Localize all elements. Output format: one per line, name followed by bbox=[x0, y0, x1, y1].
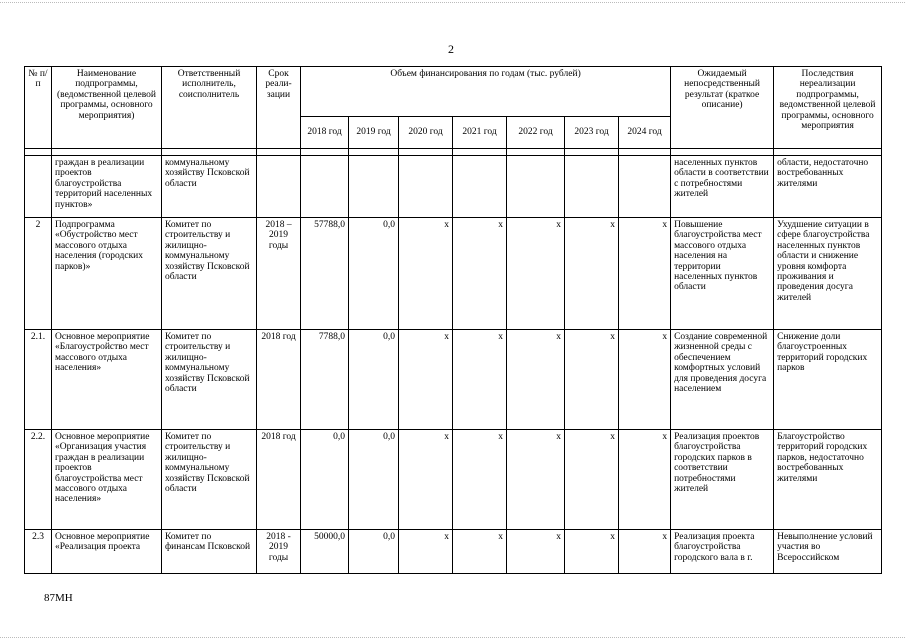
row-val-2019 bbox=[349, 156, 399, 218]
row-result: Реализация проектов благоустройства городских парков в соответствии потребностями жителей bbox=[671, 430, 774, 530]
row-val-2024: x bbox=[619, 330, 671, 430]
row-exec: Комитет по финансам Псковской bbox=[162, 530, 257, 574]
header-year: 2020 год bbox=[399, 117, 453, 149]
row-num: 2.2. bbox=[25, 430, 52, 530]
header-volume: Объем финансирования по годам (тыс. рублей) bbox=[301, 67, 671, 117]
page-number: 2 bbox=[448, 42, 454, 56]
row-num: 2.1. bbox=[25, 330, 52, 430]
row-val-2023: x bbox=[565, 218, 619, 330]
row-val-2020 bbox=[399, 156, 453, 218]
row-result: Создание современной жизненной среды с обеспечением комфортных условий для проведения досуга населением bbox=[671, 330, 774, 430]
row-val-2020: x bbox=[399, 430, 453, 530]
header-year: 2019 год bbox=[349, 117, 399, 149]
row-name: Основное мероприятие «Благоустройство мест массового отдыха населения» bbox=[52, 330, 162, 430]
row-name: Основное мероприятие «Организация участия граждан в реализации проектов благоустройства мест массового отдыха населения» bbox=[52, 430, 162, 530]
row-num: 2.3 bbox=[25, 530, 52, 574]
table-row bbox=[25, 218, 882, 330]
row-consequence: Ухудшение ситуации в сфере благоустройства населенных пунктов области и снижение уровня комфорта проживания и проведения досуга жителей bbox=[774, 218, 882, 330]
row-val-2020: x bbox=[399, 218, 453, 330]
row-val-2019: 0,0 bbox=[349, 530, 399, 574]
row-val-2022: x bbox=[507, 530, 565, 574]
table-row bbox=[25, 430, 882, 530]
header-year: 2018 год bbox=[301, 117, 349, 149]
row-val-2022: x bbox=[507, 430, 565, 530]
row-val-2024 bbox=[619, 156, 671, 218]
financing-table bbox=[24, 66, 882, 574]
row-val-2023: x bbox=[565, 530, 619, 574]
row-name: Подпрограмма «Обустройство мест массового отдыха населения (городских парков)» bbox=[52, 218, 162, 330]
row-result: Реализация проекта благоустройства городского вала в г. bbox=[671, 530, 774, 574]
row-val-2021: x bbox=[453, 218, 507, 330]
row-val-2021: x bbox=[453, 530, 507, 574]
row-val-2022 bbox=[507, 156, 565, 218]
row-val-2018 bbox=[301, 156, 349, 218]
row-val-2018: 50000,0 bbox=[301, 530, 349, 574]
scan-top-edge bbox=[0, 2, 905, 3]
document-code: 87МН bbox=[44, 592, 73, 604]
row-term: 2018 год bbox=[257, 430, 301, 530]
row-term: 2018 год bbox=[257, 330, 301, 430]
row-val-2021 bbox=[453, 156, 507, 218]
row-val-2019: 0,0 bbox=[349, 218, 399, 330]
header-consequence: Последствия нереализации подпрограммы, ведомственной целевой программы, основного мероприятия bbox=[774, 67, 882, 149]
row-exec: Комитет по строительству и жилищно-коммунальному хозяйству Псковской области bbox=[162, 218, 257, 330]
row-val-2022: x bbox=[507, 218, 565, 330]
header-name: Наименование подпрограммы, (ведомственной целевой программы, основного мероприятия) bbox=[52, 67, 162, 149]
row-val-2020: x bbox=[399, 330, 453, 430]
row-val-2024: x bbox=[619, 430, 671, 530]
row-consequence: Снижение доли благоустроенных территорий городских парков bbox=[774, 330, 882, 430]
row-val-2021: x bbox=[453, 330, 507, 430]
header-year: 2023 год bbox=[565, 117, 619, 149]
row-num: 2 bbox=[25, 218, 52, 330]
row-exec: Комитет по строительству и жилищно-коммунальному хозяйству Псковской области bbox=[162, 430, 257, 530]
row-term: 2018 - 2019 годы bbox=[257, 530, 301, 574]
header-year: 2021 год bbox=[453, 117, 507, 149]
row-val-2021: x bbox=[453, 430, 507, 530]
table-row bbox=[25, 530, 882, 574]
row-val-2018: 0,0 bbox=[301, 430, 349, 530]
row-val-2024: x bbox=[619, 218, 671, 330]
row-val-2018: 57788,0 bbox=[301, 218, 349, 330]
header-result: Ожидаемый непосредственный результат (краткое описание) bbox=[671, 67, 774, 149]
table-row bbox=[25, 330, 882, 430]
row-exec: коммунальному хозяйству Псковской области bbox=[162, 156, 257, 218]
row-result: Повышение благоустройства мест массового отдыха населения на территории населенных пунктов области bbox=[671, 218, 774, 330]
header-year: 2024 год bbox=[619, 117, 671, 149]
row-consequence: области, недостаточно востребованных жителями bbox=[774, 156, 882, 218]
row-val-2024: x bbox=[619, 530, 671, 574]
row-consequence: Невыполнение условий участия во Всероссийском bbox=[774, 530, 882, 574]
row-val-2020: x bbox=[399, 530, 453, 574]
row-name: Основное мероприятие «Реализация проекта bbox=[52, 530, 162, 574]
row-exec: Комитет по строительству и жилищно-коммунальному хозяйству Псковской области bbox=[162, 330, 257, 430]
row-term bbox=[257, 156, 301, 218]
header-exec: Ответственный исполнитель, соисполнитель bbox=[162, 67, 257, 149]
scan-bottom-edge bbox=[0, 637, 905, 638]
row-val-2023: x bbox=[565, 330, 619, 430]
header-num: № п/п bbox=[25, 67, 52, 149]
header-term: Срок реали-зации bbox=[257, 67, 301, 149]
row-term: 2018 – 2019 годы bbox=[257, 218, 301, 330]
row-val-2023: x bbox=[565, 430, 619, 530]
row-name: граждан в реализации проектов благоустройства территорий населенных пунктов» bbox=[52, 156, 162, 218]
row-val-2023 bbox=[565, 156, 619, 218]
row-consequence: Благоустройство территорий городских парков, недостаточно востребованных жителями bbox=[774, 430, 882, 530]
row-val-2019: 0,0 bbox=[349, 430, 399, 530]
row-val-2022: x bbox=[507, 330, 565, 430]
row-result: населенных пунктов области в соответствии с потребностями жителей bbox=[671, 156, 774, 218]
table-row bbox=[25, 156, 882, 218]
row-val-2018: 7788,0 bbox=[301, 330, 349, 430]
row-val-2019: 0,0 bbox=[349, 330, 399, 430]
row-num bbox=[25, 156, 52, 218]
header-year: 2022 год bbox=[507, 117, 565, 149]
